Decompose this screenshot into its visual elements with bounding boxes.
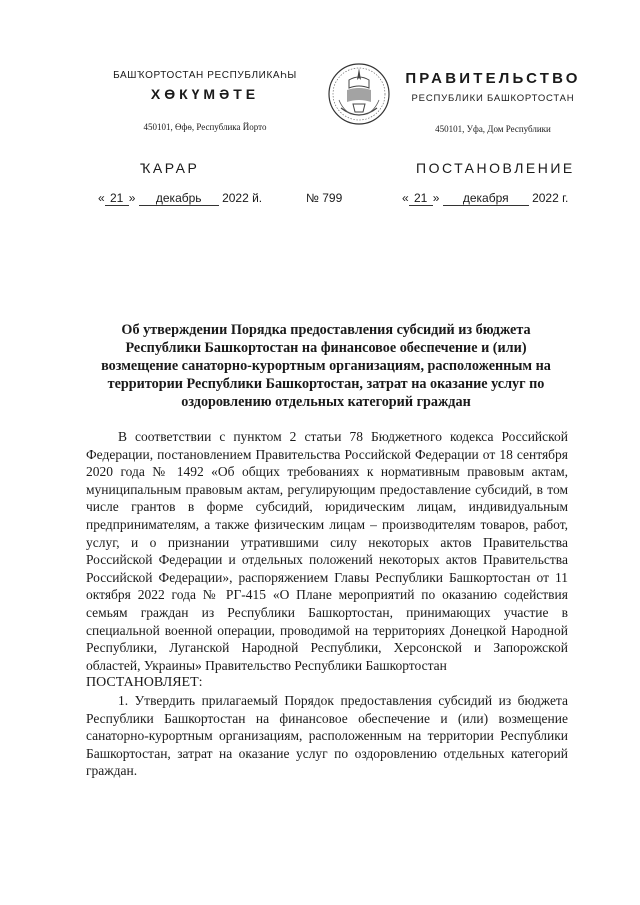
- header-left-address: 450101, Өфө, Республика Йорто: [143, 122, 267, 132]
- date-left: [98, 191, 262, 206]
- date-left-day: 21: [105, 191, 129, 206]
- date-left-month: декабрь: [139, 191, 219, 206]
- document-body: [86, 428, 568, 780]
- header-left-republic: БАШҠОРТОСТАН РЕСПУБЛИКАҺЫ: [113, 70, 297, 81]
- date-right-day: 21: [409, 191, 433, 206]
- date-right-month: декабря: [443, 191, 529, 206]
- header-right: [398, 70, 588, 134]
- date-right-close-quote: »: [432, 191, 440, 205]
- header-right-republic: РЕСПУБЛИКИ БАШКОРТОСТАН: [411, 93, 575, 104]
- header-left: [90, 70, 320, 132]
- item-1-paragraph: 1. Утвердить прилагаемый Порядок предоставления субсидий из бюджета Республики Башкортостан на финансовое обеспечение и (или) возмещение санаторно-курортным организациям, расположенным на территории Республики Башкортостан, затрат на оказание услуг по оздоровлению отдельных категорий граждан.: [86, 692, 568, 779]
- date-right: [402, 191, 568, 206]
- document-number-label: №: [306, 191, 319, 205]
- date-left-close-quote: »: [128, 191, 136, 205]
- document-number: [306, 191, 342, 205]
- date-right-open-quote: «: [402, 191, 409, 205]
- header-left-government: ХӨКҮМӘТЕ: [150, 86, 260, 102]
- doc-type-left: ҠАРАР: [140, 160, 200, 176]
- header-right-address: 450101, Уфа, Дом Республики: [435, 124, 551, 134]
- document-number-value: 799: [322, 191, 343, 205]
- header-right-government: ПРАВИТЕЛЬСТВО: [405, 70, 581, 87]
- preamble-paragraph: В соответствии с пунктом 2 статьи 78 Бюджетного кодекса Российской Федерации, постановлением Правительства Российской Федерации от 18 сентября 2020 года № 1492 «Об общих требованиях к нормативным правовым актам, муниципальным правовым актам, регулирующим предоставление субсидий, в том числе грантов в форме субсидий, юридическим лицам, индивидуальным предпринимателям, а также физическим лицам – производителям товаров, работ, услуг, и о признании утратившими силу некоторых актов Правительства Российской Федерации и отдельных положений некоторых актов Правительства Российской Федерации», распоряжением Главы Республики Башкортостан от 11 октября 2022 года № РГ-415 «О Плане мероприятий по оказанию содействия семьям граждан из Республики Башкортостан, принимающих участие в специальной военной операции, проводимой на территориях Донецкой Народной Республики, Луганской Народной Республики, Херсонской и Запорожской областей, Украины» Правительство Республики Башкортостан: [86, 429, 568, 673]
- doc-type-right: ПОСТАНОВЛЕНИЕ: [416, 160, 575, 176]
- document-title: Об утверждении Порядка предоставления субсидий из бюджета Республики Башкортостан на финансовое обеспечение и (или) возмещение санаторно-курортным организациям, расположенным на территории Республики Башкортостан, затрат на оказание услуг по оздоровлению отдельных категорий граждан: [101, 322, 551, 410]
- decree-word: ПОСТАНОВЛЯЕТ:: [86, 675, 203, 691]
- date-right-year: 2022 г.: [532, 191, 569, 205]
- date-left-year: 2022 й.: [222, 191, 263, 205]
- date-left-open-quote: «: [98, 191, 105, 205]
- bashkortostan-emblem-icon: [325, 60, 393, 128]
